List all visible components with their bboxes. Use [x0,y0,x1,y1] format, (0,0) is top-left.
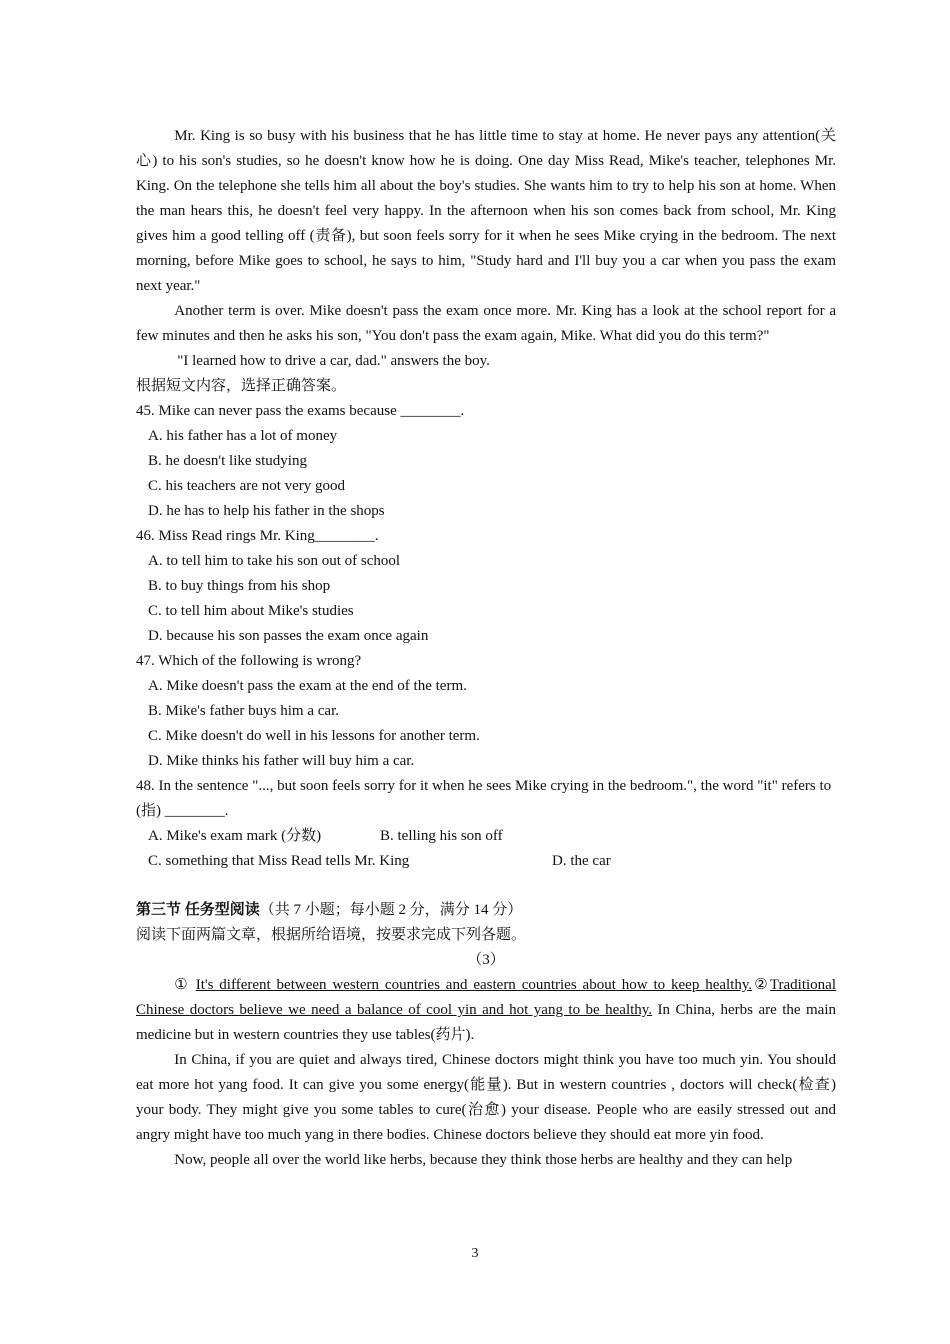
circled-marker-2: ② [752,977,770,993]
question-47-option-b: B. Mike's father buys him a car. [148,703,339,719]
page-number: 3 [471,1246,479,1261]
question-48-options-row-1 [136,824,836,849]
question-48-options-row-2 [136,849,836,874]
question-46-option-a: A. to tell him to take his son out of school [148,553,401,569]
reading-instruction: 根据短文内容，选择正确答案。 [136,378,347,394]
section-spacer [136,874,836,898]
question-48-option-d: D. the car [552,853,611,869]
passage-3-paragraph-2: In China, if you are quiet and always tired, Chinese doctors might think you have too much yin. You should eat more hot yang food. It can give you some energy(能量). But in western countries , doctors will check(检查) your body. They might give you some tables to cure(治愈) your disease. People who are easily stressed out and angry might have too much yang in there bodies. Chinese doctors believe they should eat more yin food. [136,1052,836,1143]
question-46-option-d: D. because his son passes the exam once again [148,628,429,644]
underlined-sentence-2: Traditional Chinese doctors believe we need a balance of cool yin and hot yang to be healthy. [136,977,836,1018]
question-47-option-a: A. Mike doesn't pass the exam at the end of the term. [148,678,467,694]
section-3-title: 第三节 任务型阅读 [136,902,260,918]
section-3-heading [136,898,836,923]
question-45-option-b: B. he doesn't like studying [148,453,307,469]
passage-3-paragraph-3: Now, people all over the world like herbs, because they think those herbs are healthy and they can help [174,1152,793,1168]
question-48-option-b: B. telling his son off [380,828,503,844]
passage-paragraph-1: Mr. King is so busy with his business that he has little time to stay at home. He never pays any attention(关心) to his son's studies, so he doesn't know how he is doing. One day Miss Read, Mike's teacher, telephones Mr. King. On the telephone she tells him all about the boy's studies. She wants him to try to help his son at home. When the man hears this, he doesn't feel very happy. In the afternoon when his son comes back from school, Mr. King gives him a good telling off (责备), but soon feels sorry for it when he sees Mike crying in the bedroom. The next morning, before Mike goes to school, he says to him, "Study hard and I'll buy you a car when you pass the exam next year." [136,128,836,294]
question-46-option-c: C. to tell him about Mike's studies [148,603,354,619]
question-47-stem: 47. Which of the following is wrong? [136,653,362,669]
question-47-option-c: C. Mike doesn't do well in his lessons for another term. [148,728,480,744]
question-45-option-d: D. he has to help his father in the shops [148,503,385,519]
question-47-option-d: D. Mike thinks his father will buy him a car. [148,753,415,769]
circled-marker-1: ① [174,977,196,993]
question-46-stem: 46. Miss Read rings Mr. King________. [136,528,379,544]
passage-number: （3） [467,952,505,968]
sentence-3: In China, herbs are the main medicine but in western countries they use tables(药片). [136,1002,836,1043]
question-45-option-a: A. his father has a lot of money [148,428,338,444]
question-46-option-b: B. to buy things from his shop [148,578,331,594]
section-3-instruction: 阅读下面两篇文章，根据所给语境，按要求完成下列各题。 [136,927,527,943]
passage-paragraph-3: "I learned how to drive a car, dad." answers the boy. [177,353,490,369]
question-48-option-c: C. something that Miss Read tells Mr. King [148,853,410,869]
question-45-option-c: C. his teachers are not very good [148,478,346,494]
document-page [136,124,836,1173]
underlined-sentence-1: It's different between western countries and eastern countries about how to keep healthy. [195,977,753,993]
question-45-stem: 45. Mike can never pass the exams because ________. [136,403,465,419]
passage-paragraph-2: Another term is over. Mike doesn't pass the exam once more. Mr. King has a look at the school report for a few minutes and then he asks his son, "You don't pass the exam again, Mike. What did you do this term?" [136,303,836,344]
question-48-option-a: A. Mike's exam mark (分数) [148,828,322,844]
section-3-title-note: （共 7 小题；每小题 2 分，满分 14 分） [259,902,523,918]
question-48-stem: 48. In the sentence "..., but soon feels sorry for it when he sees Mike crying in the bedroom.", the word "it" refers to (指) ________. [136,778,832,819]
passage-3-paragraph-1 [136,973,836,1048]
